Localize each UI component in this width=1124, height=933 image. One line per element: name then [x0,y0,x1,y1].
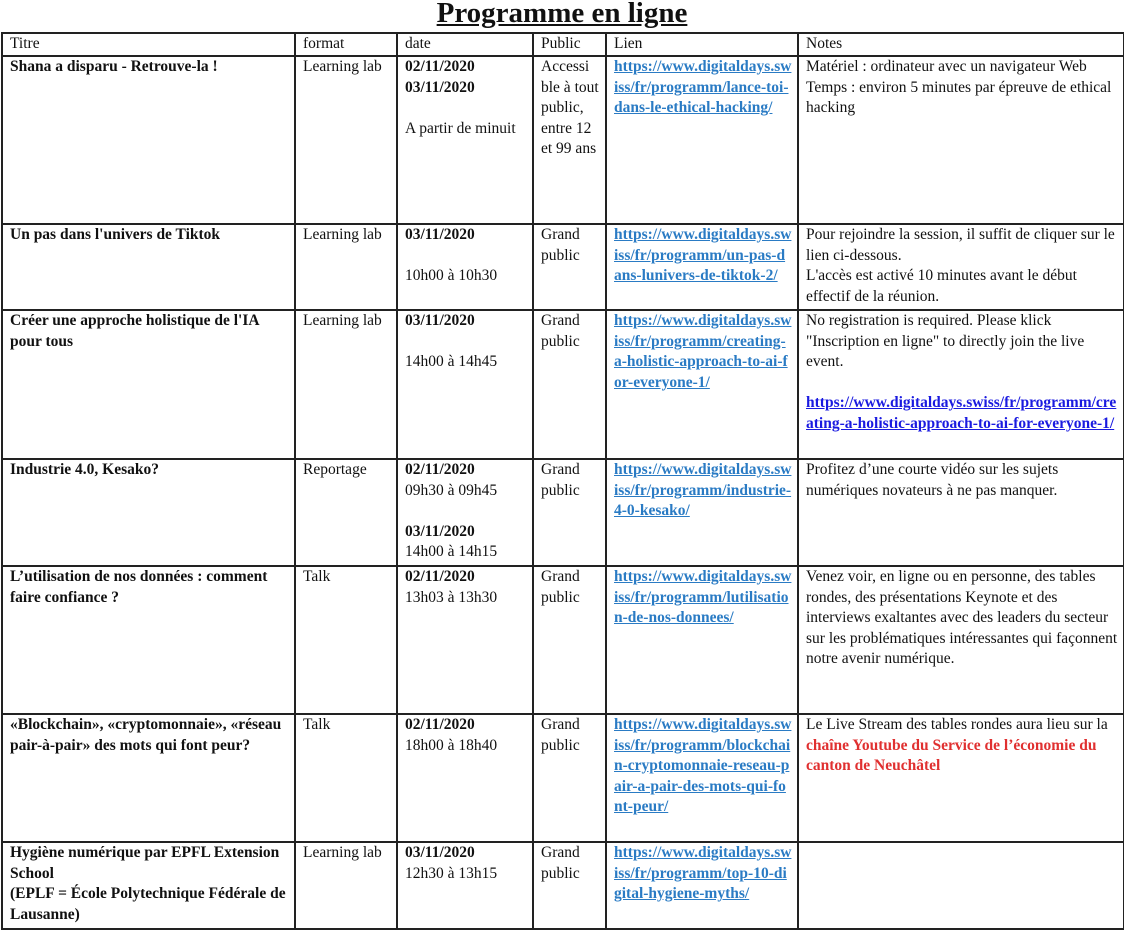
time-value: 14h00 à 14h45 [405,353,498,371]
cell-titre: Un pas dans l'univers de Tiktok [2,224,295,310]
cell-date [397,56,533,224]
notes-text: L'accès est activé 10 minutes avant le début effectif de la réunion. [806,267,1077,305]
header-lien: Lien [606,33,798,56]
time-value: 09h30 à 09h45 [405,481,498,499]
cell-date [397,714,533,842]
cell-format: Learning lab [295,842,397,929]
time-value: A partir de minuit [405,119,516,137]
time-value: 18h00 à 18h40 [405,736,498,754]
table-row [2,459,1124,566]
table-row [2,224,1124,310]
cell-lien [606,714,798,842]
date-value: 02/11/2020 [405,716,475,733]
programme-link[interactable]: https://www.digitaldays.swiss/fr/programm/creating-a-holistic-approach-to-ai-for-everyone-1/ [614,312,792,391]
cell-public: Grand public [533,714,606,842]
notes-text: No registration is required. Please klick "Inscription en ligne" to directly join the live event. [806,312,1085,371]
date-value: 03/11/2020 [405,522,475,540]
cell-titre: Shana a disparu - Retrouve-la ! [2,56,295,224]
cell-public: Grand public [533,459,606,566]
header-titre: Titre [2,33,295,56]
cell-notes [798,714,1124,842]
cell-lien [606,459,798,566]
table-row [2,56,1124,224]
cell-lien [606,310,798,459]
date-value: 02/11/2020 [405,568,475,585]
cell-format: Learning lab [295,224,397,310]
notes-text: Profitez d’une courte vidéo sur les sujets numériques novateurs à ne pas manquer. [806,461,1059,499]
cell-lien [606,224,798,310]
cell-format: Learning lab [295,56,397,224]
date-value: 03/11/2020 [405,844,475,861]
notes-text: Temps : environ 5 minutes par épreuve de ethical hacking [806,78,1112,117]
notes-text: Pour rejoindre la session, il suffit de cliquer sur le lien ci-dessous. [806,226,1115,264]
header-notes: Notes [798,33,1124,56]
table-row [2,714,1124,842]
cell-date [397,459,533,566]
cell-date [397,842,533,929]
programme-link[interactable]: https://www.digitaldays.swiss/fr/programm/lance-toi-dans-le-ethical-hacking/ [614,58,792,117]
cell-notes [798,459,1124,566]
header-row [2,33,1124,56]
cell-notes [798,56,1124,224]
cell-date [397,224,533,310]
cell-titre [2,842,295,929]
cell-public: Grand public [533,310,606,459]
cell-date [397,310,533,459]
table-row [2,842,1124,929]
cell-public: Accessi ble à tout public, entre 12 et 99 ans [533,56,606,224]
cell-public: Grand public [533,224,606,310]
date-value: 03/11/2020 [405,312,475,329]
notes-text: Matériel : ordinateur avec un navigateur Web [806,58,1087,75]
notes-text: Venez voir, en ligne ou en personne, des tables rondes, des présentations Keynote et des interviews exaltantes avec des leaders du secteur sur les problématiques intéressantes qui façonnent notre avenir numérique. [806,568,1118,668]
cell-notes [798,224,1124,310]
cell-titre: Industrie 4.0, Kesako? [2,459,295,566]
cell-lien [606,56,798,224]
titre-line: Hygiène numérique par EPFL Extension School [10,844,280,882]
time-value: 14h00 à 14h15 [405,543,498,561]
date-value: 02/11/2020 [405,58,475,75]
header-public: Public [533,33,606,56]
cell-format: Talk [295,714,397,842]
header-date: date [397,33,533,56]
cell-notes [798,566,1124,714]
cell-format: Talk [295,566,397,714]
programme-link[interactable]: https://www.digitaldays.swiss/fr/programm/lutilisation-de-nos-donnees/ [614,568,792,627]
programme-table [1,32,1124,930]
cell-format: Learning lab [295,310,397,459]
time-value: 12h30 à 13h15 [405,864,498,882]
cell-titre: Créer une approche holistique de l'IA pour tous [2,310,295,459]
time-value: 10h00 à 10h30 [405,267,498,285]
cell-notes [798,842,1124,929]
youtube-channel-text: chaîne Youtube du Service de l’économie du canton de Neuchâtel [806,736,1097,775]
cell-lien [606,842,798,929]
notes-text: Le Live Stream des tables rondes aura lieu sur la [806,716,1108,733]
cell-public: Grand public [533,566,606,714]
date-value: 02/11/2020 [405,461,475,478]
cell-notes [798,310,1124,459]
page-title: Programme en ligne [436,0,688,29]
cell-date [397,566,533,714]
programme-link[interactable]: https://www.digitaldays.swiss/fr/programm/industrie-4-0-kesako/ [614,461,792,520]
cell-public: Grand public [533,842,606,929]
date-value: 03/11/2020 [405,226,475,243]
cell-titre: L’utilisation de nos données : comment faire confiance ? [2,566,295,714]
table-row [2,310,1124,459]
date-value: 03/11/2020 [405,78,475,96]
programme-link[interactable]: https://www.digitaldays.swiss/fr/programm/blockchain-cryptomonnaie-reseau-pair-a-pair-des-mots-qui-font-peur/ [614,716,792,816]
table-row [2,566,1124,714]
titre-line: (EPLF = École Polytechnique Fédérale de Lausanne) [10,885,286,923]
programme-link[interactable]: https://www.digitaldays.swiss/fr/programm/un-pas-dans-lunivers-de-tiktok-2/ [614,226,792,285]
programme-link[interactable]: https://www.digitaldays.swiss/fr/programm/top-10-digital-hygiene-myths/ [614,844,792,903]
notes-link[interactable]: https://www.digitaldays.swiss/fr/programm/creating-a-holistic-approach-to-ai-for-everyone-1/ [806,394,1117,432]
cell-titre: «Blockchain», «cryptomonnaie», «réseau pair-à-pair» des mots qui font peur? [2,714,295,842]
cell-lien [606,566,798,714]
time-value: 13h03 à 13h30 [405,588,498,606]
header-format: format [295,33,397,56]
cell-format: Reportage [295,459,397,566]
